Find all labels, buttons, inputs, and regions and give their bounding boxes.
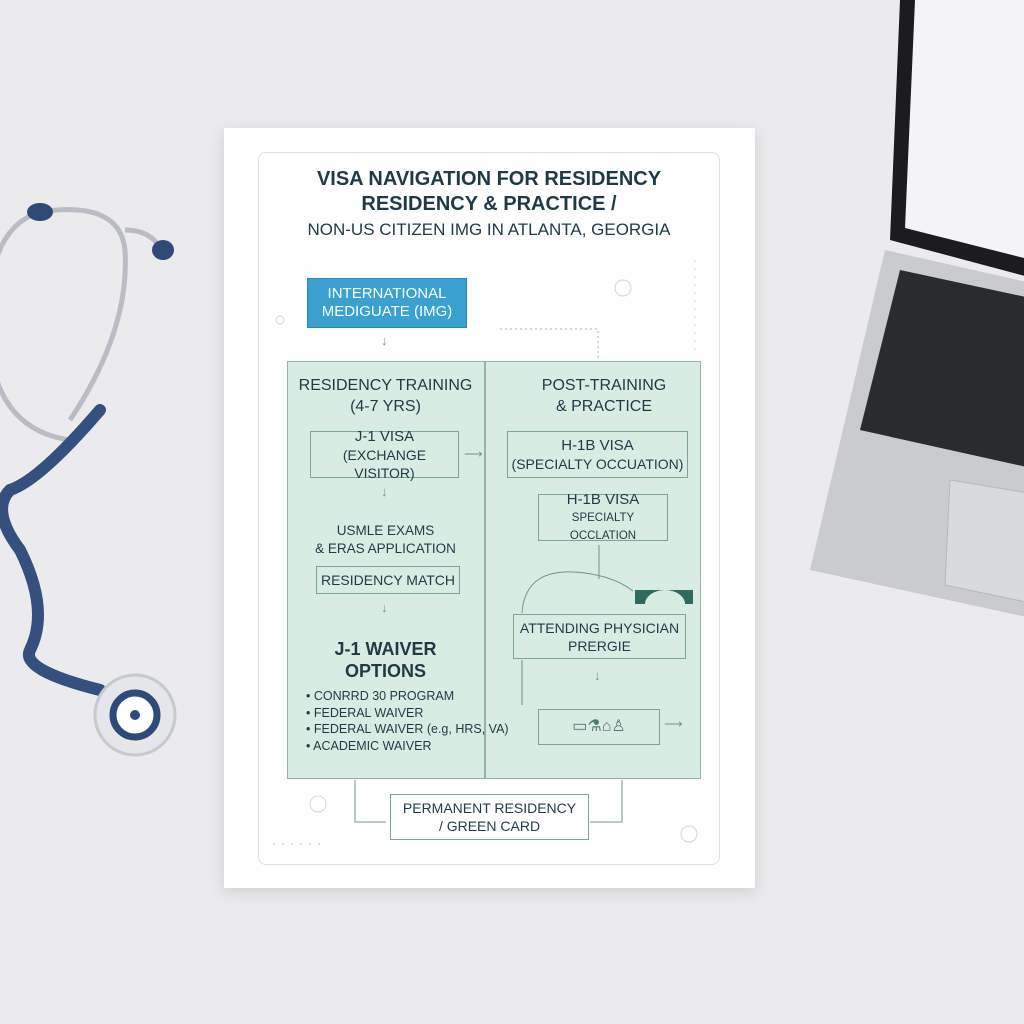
j1-line-1: J-1 VISA — [354, 427, 415, 445]
arrow-down-icon: ↓ — [381, 333, 388, 348]
h1b-line-2: (SPECIALTY OCCUATION) — [511, 455, 684, 472]
h1b-line-1: H-1B VISA — [561, 436, 634, 454]
exams-line-2: & ERAS APPLICATION — [315, 541, 456, 556]
start-box-line-1: INTERNATIONAL — [327, 285, 447, 302]
h1b2-line-2: SPECIALTY OCCLATION — [569, 511, 637, 542]
start-box-line-2: MEDIGUATE (IMG) — [321, 303, 453, 320]
right-heading-1: POST-TRAINING — [541, 377, 667, 394]
title-line-1: VISA NAVIGATION FOR RESIDENCY — [316, 168, 662, 190]
waiver-item: • FEDERAL WAIVER (e.g, HRS, VA) — [306, 721, 509, 738]
h1b2-line-1: H-1B VISA — [566, 490, 640, 508]
left-heading-1: RESIDENCY TRAINING — [298, 377, 473, 394]
stethoscope-illustration — [0, 190, 200, 970]
attending-line-2: PRERGIE — [567, 637, 631, 654]
medical-equipment-icon: ▭⚗⌂♙ — [572, 718, 626, 735]
match-label: RESIDENCY MATCH — [320, 572, 456, 588]
waiver-item: • CONRRD 30 PROGRAM — [306, 688, 509, 705]
j1-line-2: (EXCHANGE VISITOR) — [342, 446, 427, 481]
right-heading-2: & PRACTICE — [555, 398, 652, 415]
attending-line-1: ATTENDING PHYSICIAN — [519, 619, 680, 636]
waiver-heading-1: J-1 WAIVER — [334, 639, 437, 659]
waiver-item: • ACADEMIC WAIVER — [306, 738, 509, 755]
laptop-illustration — [800, 0, 1024, 640]
final-line-2: / GREEN CARD — [438, 818, 541, 834]
title-line-2: RESIDENCY & PRACTICE / — [361, 193, 617, 215]
arrow-right-icon: ⟶ — [464, 446, 483, 461]
title-line-3: NON-US CITIZEN IMG IN ATLANTA, GEORGIA — [307, 220, 671, 239]
final-line-1: PERMANENT RESIDENCY — [402, 800, 577, 816]
waiver-item: • FEDERAL WAIVER — [306, 705, 509, 722]
left-heading-2: (4-7 YRS) — [350, 398, 421, 415]
arrow-down-icon: ↓ — [381, 600, 388, 615]
arrow-down-icon: ↓ — [594, 668, 601, 683]
waiver-heading-2: OPTIONS — [344, 661, 426, 681]
arrow-right-icon: ⟶ — [664, 716, 683, 731]
exams-line-1: USMLE EXAMS — [336, 523, 435, 538]
decorative-dots — [255, 150, 735, 870]
arrow-down-icon: ↓ — [381, 484, 388, 499]
